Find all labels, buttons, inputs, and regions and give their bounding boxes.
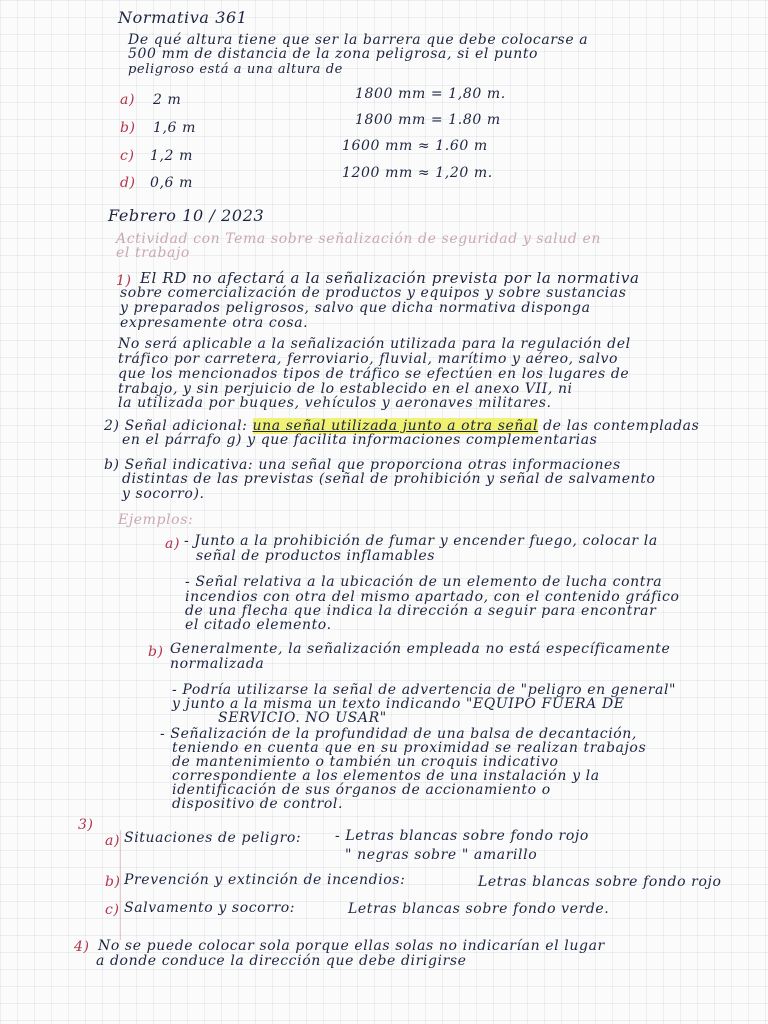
paragraph-line: expresamente otra cosa. — [120, 315, 309, 331]
question-line: De qué altura tiene que ser la barrera que debe colocarse a — [128, 32, 589, 48]
option-label: c) — [120, 148, 135, 164]
example-line: - Junto a la prohibición de fumar y encender fuego, colocar la — [184, 533, 658, 549]
page-title: Normativa 361 — [118, 8, 248, 27]
option-calc: 1800 mm = 1.80 m — [355, 112, 501, 128]
highlighted-text: una señal utilizada junto a otra señal — [252, 418, 539, 434]
item-number: 4) — [74, 939, 90, 955]
definition-text: de las contempladas — [543, 418, 700, 434]
example-label: a) — [165, 536, 181, 552]
option-calc: 1200 mm ≈ 1,20 m. — [342, 165, 493, 181]
definition-label: 2) Señal adicional: — [104, 418, 248, 434]
example-line: dispositivo de control. — [172, 796, 344, 812]
example-line: incendios con otra del mismo apartado, con el contenido gráfico — [185, 589, 680, 605]
example-line: el citado elemento. — [185, 617, 332, 633]
paragraph-line: tráfico por carretera, ferroviario, fluvial, marítimo y aéreo, salvo — [118, 351, 619, 367]
activity-title: Actividad con Tema sobre señalización de seguridad y salud en — [116, 231, 601, 247]
subitem-label: c) — [105, 902, 120, 918]
definition-line: en el párrafo g) y que facilita informaciones complementarias — [122, 432, 598, 448]
subitem-title: Prevención y extinción de incendios: — [124, 872, 406, 888]
option-value: 2 m — [153, 92, 182, 108]
example-line: de mantenimiento o también un croquis indicativo — [172, 754, 559, 770]
paragraph-line: El RD no afectará a la señalización prevista por la normativa — [140, 269, 640, 287]
paragraph-line: que los mencionados tipos de tráfico se efectúen en los lugares de — [118, 366, 630, 382]
paragraph-line: sobre comercialización de productos y equipos y sobre sustancias — [120, 285, 627, 301]
option-calc: 1800 mm = 1,80 m. — [355, 86, 506, 102]
example-line: señal de productos inflamables — [196, 548, 436, 564]
paragraph-line: la utilizada por buques, vehículos y aeronaves militares. — [118, 395, 552, 411]
paragraph-line: trabajo, y sin perjuicio de lo establecido en el anexo VII, ni — [118, 381, 573, 397]
examples-heading: Ejemplos: — [118, 512, 194, 528]
activity-title: el trabajo — [116, 245, 190, 261]
paragraph-line: No será aplicable a la señalización utilizada para la regulación del — [118, 336, 631, 352]
definition-line: distintas de las previstas (señal de prohibición y señal de salvamento — [122, 471, 656, 487]
answer-line: a donde conduce la dirección que debe dirigirse — [96, 953, 467, 969]
option-value: 1,2 m — [150, 148, 193, 164]
example-line: teniendo en cuenta que en su proximidad se realizan trabajos — [172, 740, 647, 756]
example-line: SERVICIO. NO USAR" — [218, 710, 387, 726]
option-label: d) — [120, 175, 136, 191]
example-line: correspondiente a los elementos de una instalación y la — [172, 768, 600, 784]
subitem-text: Letras blancas sobre fondo rojo — [478, 874, 722, 890]
example-label: b) — [148, 644, 164, 660]
question-line: peligroso está a una altura de — [128, 62, 343, 77]
date-heading: Febrero 10 / 2023 — [108, 206, 265, 225]
example-line: identificación de sus órganos de accionamiento o — [172, 782, 551, 798]
example-line: y junto a la misma un texto indicando "EQUIPO FUERA DE — [172, 696, 625, 712]
item-number: 3) — [78, 817, 94, 833]
subitem-label: a) — [105, 833, 121, 849]
subitem-text: - Letras blancas sobre fondo rojo — [335, 828, 589, 844]
option-value: 0,6 m — [150, 175, 193, 191]
option-calc: 1600 mm ≈ 1.60 m — [342, 138, 488, 154]
subitem-title: Situaciones de peligro: — [124, 830, 302, 846]
option-label: b) — [120, 120, 136, 136]
subitem-text: " negras sobre " amarillo — [345, 847, 538, 863]
option-value: 1,6 m — [153, 120, 196, 136]
definition-label: b) Señal indicativa: — [104, 457, 254, 473]
answer-line: No se puede colocar sola porque ellas solas no indicarían el lugar — [98, 938, 605, 954]
example-line: normalizada — [170, 656, 265, 672]
example-line: - Señal relativa a la ubicación de un elemento de lucha contra — [185, 574, 663, 590]
item-number: 1) — [116, 273, 132, 289]
definition-text: una señal que proporciona otras informaciones — [258, 457, 621, 473]
question-line: 500 mm de distancia de la zona peligrosa, si el punto — [128, 46, 539, 62]
example-line: - Podría utilizarse la señal de advertencia de "peligro en general" — [172, 682, 677, 698]
option-label: a) — [120, 92, 136, 108]
definition-line: y socorro). — [122, 486, 205, 502]
example-line: - Señalización de la profundidad de una balsa de decantación, — [160, 726, 637, 742]
example-line: Generalmente, la señalización empleada no está específicamente — [170, 641, 671, 657]
paragraph-line: y preparados peligrosos, salvo que dicha normativa disponga — [120, 300, 591, 316]
subitem-text: Letras blancas sobre fondo verde. — [348, 901, 610, 917]
subitem-title: Salvamento y socorro: — [124, 900, 296, 916]
subitem-label: b) — [105, 874, 121, 890]
example-line: de una flecha que indica la dirección a seguir para encontrar — [185, 603, 657, 619]
